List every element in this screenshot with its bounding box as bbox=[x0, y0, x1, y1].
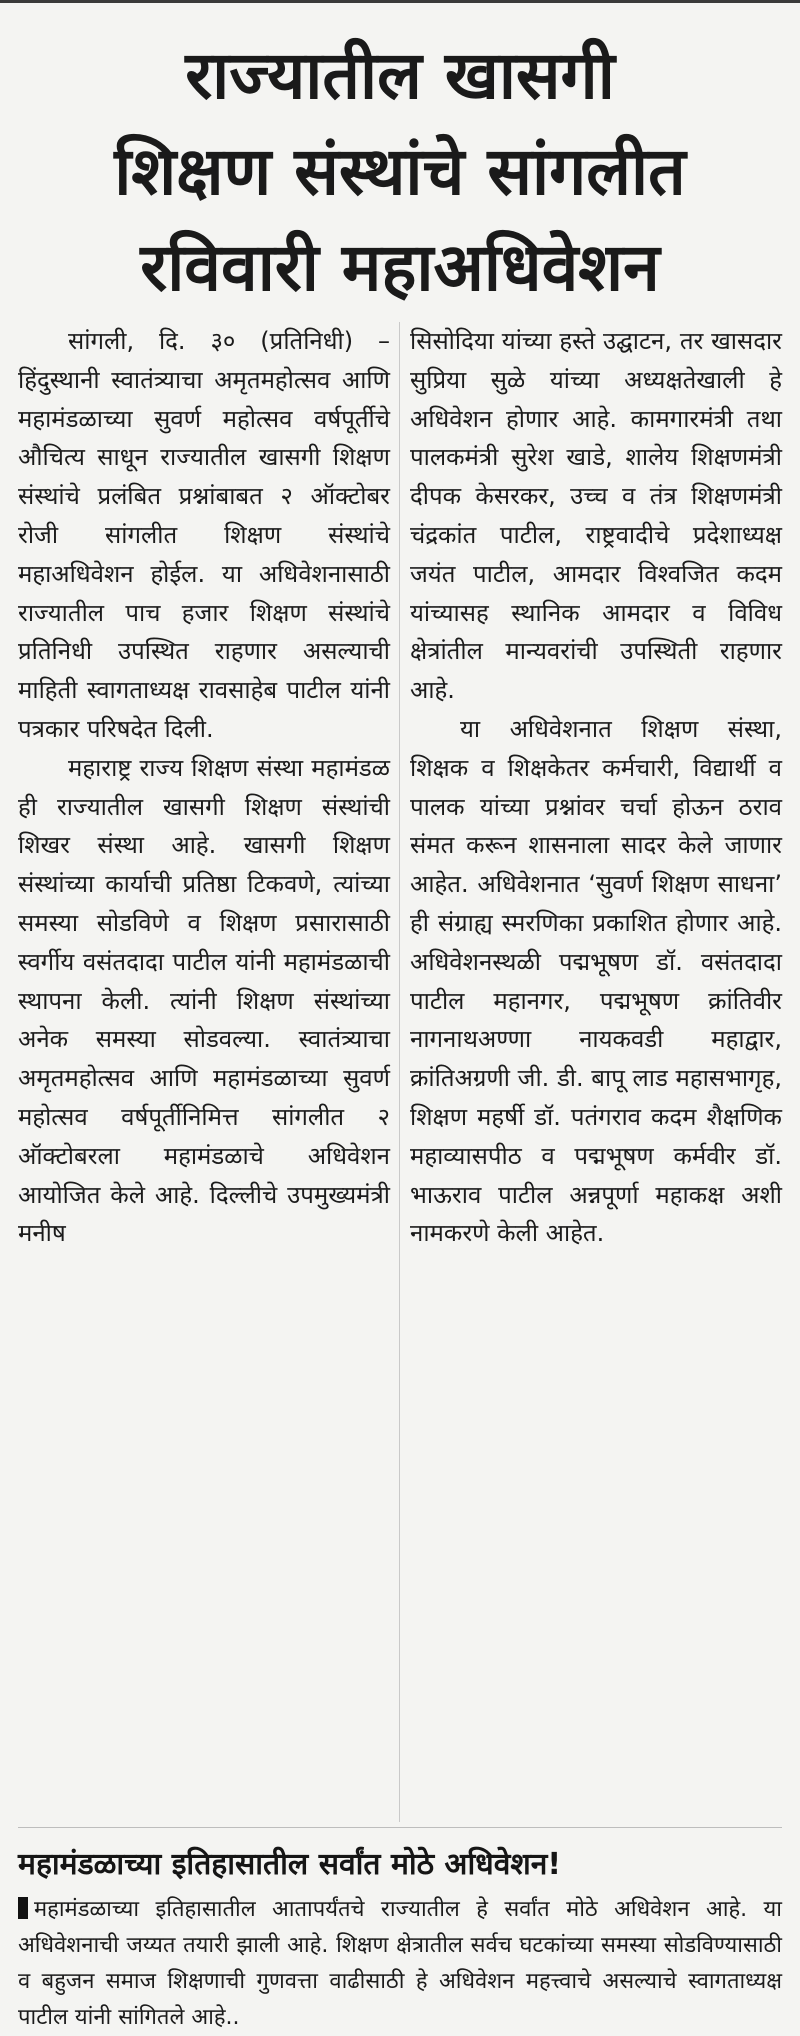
right-paragraph-1: सिसोदिया यांच्या हस्ते उद्घाटन, तर खासदार सुप्रिया सुळे यांच्या अध्यक्षतेखाली हे अधिवेशन होणार आहे. कामगारमंत्री तथा पालकमंत्री सुरेश खाडे, शालेय शिक्षणमंत्री दीपक केसरकर, उच्च व तंत्र शिक्षणमंत्री चंद्रकांत पाटील, राष्ट्रवादीचे प्रदेशाध्यक्ष जयंत पाटील, आमदार विश्वजित कदम यांच्यासह स्थानिक आमदार व विविध क्षेत्रांतील मान्यवरांची उपस्थिती राहणार आहे. bbox=[410, 327, 782, 705]
headline-line-2: शिक्षण संस्थांचे सांगलीत bbox=[114, 133, 686, 210]
headline bbox=[20, 28, 780, 316]
headline-line-3: रविवारी महाअधिवेशन bbox=[140, 229, 660, 306]
left-column bbox=[18, 322, 390, 1253]
bullet-square-icon bbox=[18, 1897, 28, 1919]
box-text-block bbox=[18, 1892, 782, 2036]
box-text: महामंडळाच्या इतिहासातील आतापर्यंतचे राज्यातील हे सर्वांत मोठे अधिवेशन आहे. या अधिवेशनाची जय्यत तयारी झाली आहे. शिक्षण क्षेत्रातील सर्वच घटकांच्या समस्या सोडविण्यासाठी व बहुजन समाज शिक्षणाची गुणवत्ता वाढीसाठी हे अधिवेशन महत्त्वाचे असल्याचे स्वागताध्यक्ष पाटील यांनी सांगितले आहे.. bbox=[18, 1897, 782, 2030]
left-paragraph-2: महाराष्ट्र राज्य शिक्षण संस्था महामंडळ ही राज्यातील खासगी शिक्षण संस्थांची शिखर संस्था आहे. खासगी शिक्षण संस्थांच्या कार्याची प्रतिष्ठा टिकवणे, त्यांच्या समस्या सोडविणे व शिक्षण प्रसारासाठी स्वर्गीय वसंतदादा पाटील यांनी महामंडळाची स्थापना केली. त्यांनी शिक्षण संस्थांच्या अनेक समस्या सोडवल्या. स्वातंत्र्याचा अमृतमहोत्सव आणि महामंडळाच्या सुवर्ण महोत्सव वर्षपूर्तीनिमित्त सांगलीत २ ऑक्टोबरला महामंडळाचे अधिवेशन आयोजित केले आहे. दिल्लीचे उपमुख्यमंत्री मनीष bbox=[18, 753, 390, 1248]
right-paragraph-2: या अधिवेशनात शिक्षण संस्था, शिक्षक व शिक्षकेतर कर्मचारी, विद्यार्थी व पालक यांच्या प्रश्नांवर चर्चा होऊन ठराव संमत करून शासनाला सादर केले जाणार आहेत. अधिवेशनात ‘सुवर्ण शिक्षण साधना’ ही संग्राह्य स्मरणिका प्रकाशित होणार आहे. अधिवेशनस्थळी पद्मभूषण डॉ. वसंतदादा पाटील महानगर, पद्मभूषण क्रांतिवीर नागनाथअण्णा नायकवडी महाद्वार, क्रांतिअग्रणी जी. डी. बापू लाड महासभागृह, शिक्षण महर्षी डॉ. पतंगराव कदम शैक्षणिक महाव्यासपीठ व पद्मभूषण कर्मवीर डॉ. भाऊराव पाटील अन्नपूर्णा महाकक्ष अशी नामकरणे केली आहेत. bbox=[410, 714, 782, 1248]
right-column bbox=[410, 322, 782, 1253]
section-divider bbox=[18, 1827, 782, 1828]
column-divider bbox=[399, 322, 400, 1822]
headline-line-1: राज्यातील खासगी bbox=[185, 37, 615, 114]
box-title: महामंडळाच्या इतिहासातील सर्वांत मोठे अधिवेशन! bbox=[18, 1847, 562, 1882]
top-rule bbox=[0, 0, 800, 3]
article-body bbox=[18, 322, 782, 1822]
left-paragraph-1: सांगली, दि. ३० (प्रतिनिधी) – हिंदुस्थानी स्वातंत्र्याचा अमृतमहोत्सव आणि महामंडळाच्या सुवर्ण महोत्सव वर्षपूर्तीचे औचित्य साधून राज्यातील खासगी शिक्षण संस्थांचे प्रलंबित प्रश्नांबाबत २ ऑक्टोबर रोजी सांगलीत शिक्षण संस्थांचे महाअधिवेशन होईल. या अधिवेशनासाठी राज्यातील पाच हजार शिक्षण संस्थांचे प्रतिनिधी उपस्थित राहणार असल्याची माहिती स्वागताध्यक्ष रावसाहेब पाटील यांनी पत्रकार परिषदेत दिली. bbox=[18, 327, 390, 743]
